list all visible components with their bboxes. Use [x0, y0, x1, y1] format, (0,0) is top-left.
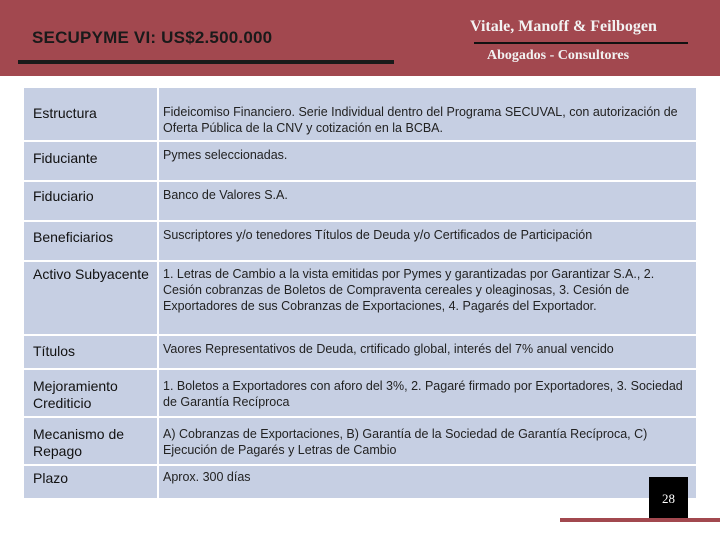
row-label: Activo Subyacente [33, 266, 149, 282]
row-label: Mecanismo de Repago [33, 426, 125, 459]
footer-rule [560, 518, 720, 522]
table-row [24, 464, 696, 500]
row-label: Plazo [33, 470, 69, 486]
row-label: Fiduciante [33, 150, 98, 166]
row-label: Fiduciario [33, 188, 94, 204]
table-row [24, 220, 696, 262]
page-number: 28 [649, 477, 688, 520]
table-row [24, 416, 696, 466]
slide-title: SECUPYME VI: US$2.500.000 [32, 28, 273, 47]
table-row [24, 180, 696, 222]
terms-table [24, 88, 696, 498]
firm-subtitle: Abogados - Consultores [487, 48, 630, 63]
title-underline [18, 60, 394, 64]
row-value: Pymes seleccionadas. [163, 148, 288, 162]
table-row [24, 140, 696, 182]
row-value: Suscriptores y/o tenedores Títulos de Deuda y/o Certificados de Participación [163, 228, 593, 242]
row-label: Mejoramiento Crediticio [33, 378, 118, 411]
header-banner [0, 0, 720, 76]
row-label: Títulos [33, 343, 76, 359]
row-value: Vaores Representativos de Deuda, crtificado global, interés del 7% anual vencido [163, 342, 614, 356]
row-value: Fideicomiso Financiero. Serie Individual dentro del Programa SECUVAL, con autorización de Oferta Pública de la CNV y cotización en la BCBA. [163, 105, 678, 135]
row-label: Estructura [33, 105, 97, 121]
row-value: 1. Letras de Cambio a la vista emitidas por Pymes y garantizadas por Garantizar S.A., 2. Cesión cobranzas de Boletos de Compraventa cereales y oleaginosas, 3. Cesión de Exportadores de sus Cobranzas de Exportaciones, 4. Pagarés del Exportador. [163, 267, 655, 313]
table-row [24, 88, 696, 140]
table-row [24, 260, 696, 336]
row-value: Aprox. 300 días [163, 470, 251, 484]
firm-divider [474, 42, 688, 44]
firm-name: Vitale, Manoff & Feilbogen [470, 18, 657, 35]
row-value: Banco de Valores S.A. [163, 188, 288, 202]
row-value: A) Cobranzas de Exportaciones, B) Garantía de la Sociedad de Garantía Recíproca, C) Ejecución de Pagarés y Letras de Cambio [163, 427, 648, 457]
table-row [24, 368, 696, 418]
table-row [24, 334, 696, 370]
row-value: 1. Boletos a Exportadores con aforo del 3%, 2. Pagaré firmado por Exportadores, 3. Sociedad de Garantía Recíproca [163, 379, 683, 409]
row-label: Beneficiarios [33, 229, 114, 245]
